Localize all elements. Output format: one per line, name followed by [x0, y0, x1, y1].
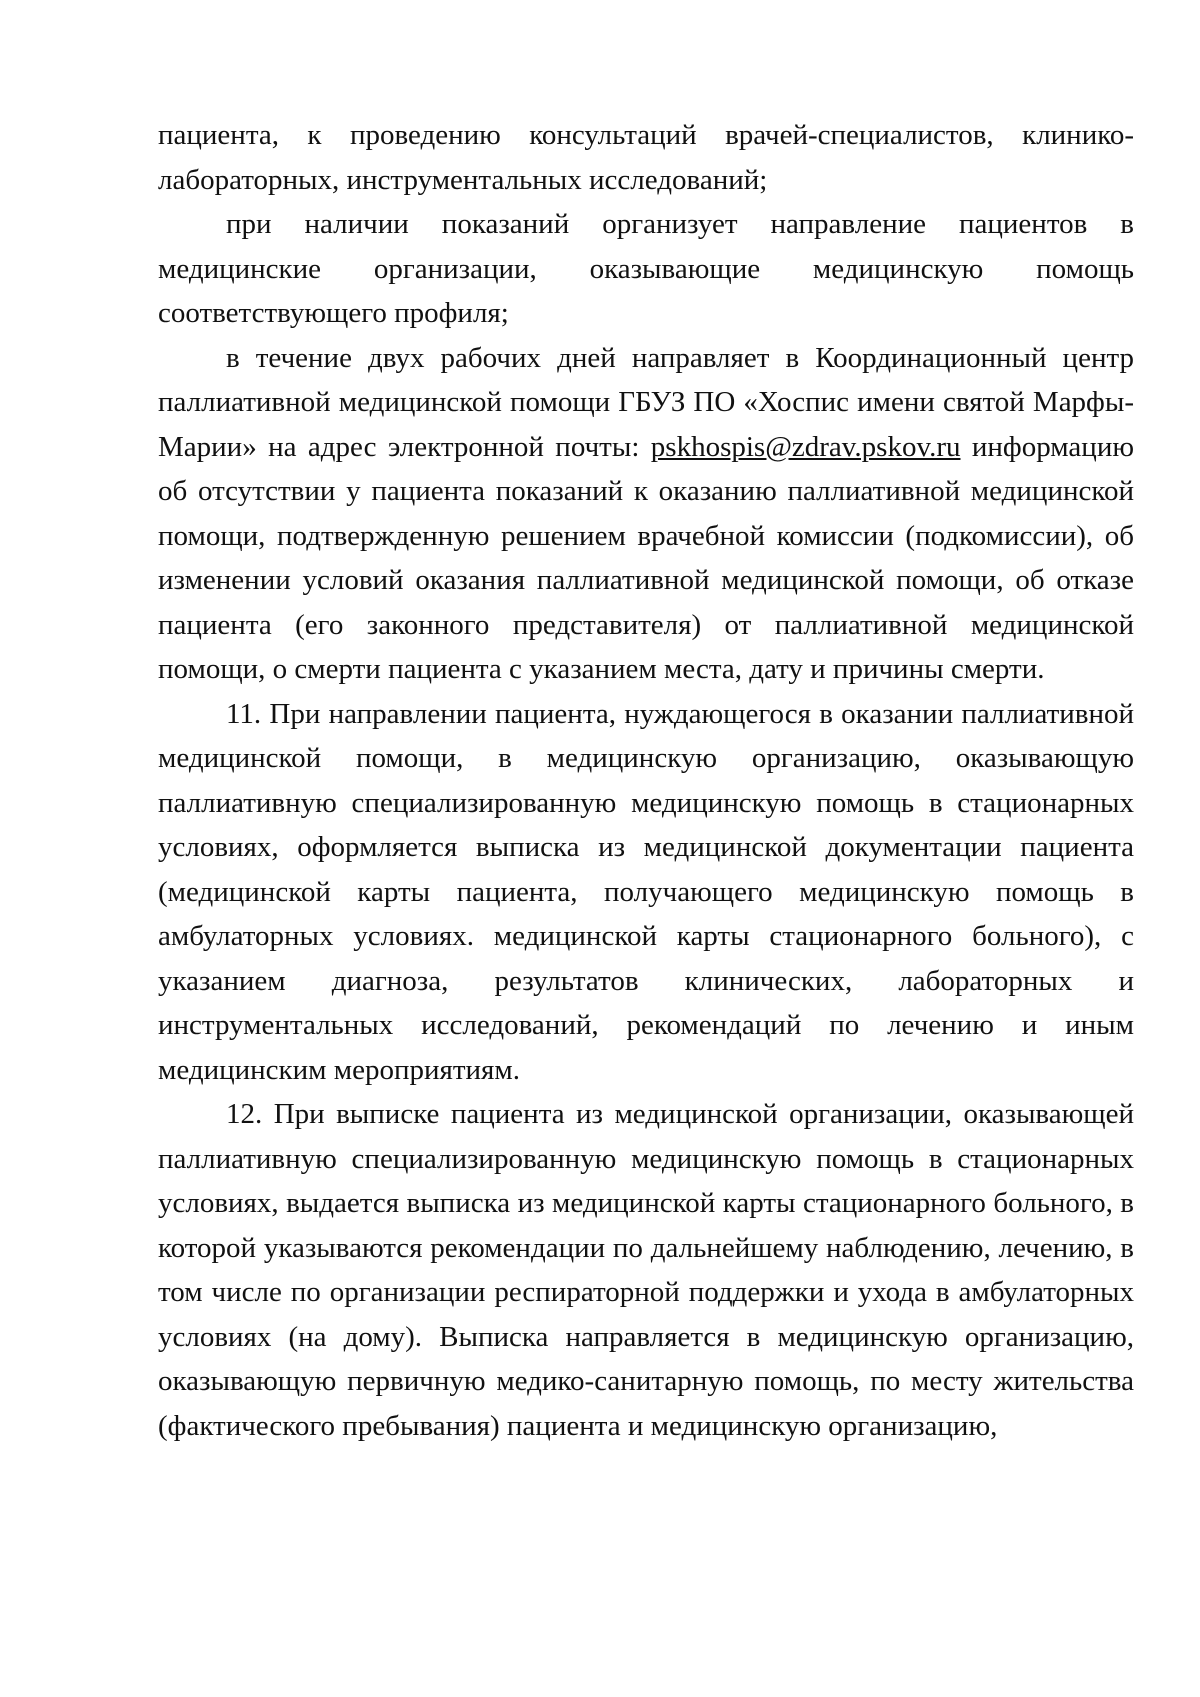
paragraph — [158, 692, 1134, 1093]
paragraph — [158, 1092, 1134, 1448]
paragraph-text: 11. При направлении пациента, нуждающегося в оказании паллиативной медицинской помощи, в медицинскую организацию, оказывающую паллиативную специализированную медицинскую помощь в стационарных условиях, оформляется выписка из медицинской документации пациента (медицинской карты пациента, получающего медицинскую помощь в амбулаторных условиях. медицинской карты стационарного больного), с указанием диагноза, результатов клинических, лабораторных и инструментальных исследований, рекомендаций по лечению и иным медицинским мероприятиям. — [158, 697, 1134, 1086]
document-body — [158, 113, 1134, 1448]
paragraph — [158, 113, 1134, 202]
paragraph — [158, 336, 1134, 692]
paragraph-text: информацию об отсутствии у пациента показаний к оказанию паллиативной медицинской помощи, подтвержденную решением врачебной комиссии (подкомиссии), об изменении условий оказания паллиативной медицинской помощи, об отказе пациента (его законного представителя) от паллиативной медицинской помощи, о смерти пациента с указанием места, дату и причины смерти. — [158, 430, 1134, 685]
paragraph — [158, 202, 1134, 336]
paragraph-text: 12. При выписке пациента из медицинской организации, оказывающей паллиативную специализированную медицинскую помощь в стационарных условиях, выдается выписка из медицинской карты стационарного больного, в которой указываются рекомендации по дальнейшему наблюдению, лечению, в том числе по организации респираторной поддержки и ухода в амбулаторных условиях (на дому). Выписка направляется в медицинскую организацию, оказывающую первичную медико-санитарную помощь, по месту жительства (фактического пребывания) пациента и медицинскую организацию, — [158, 1098, 1134, 1442]
paragraph-text: пациента, к проведению консультаций врачей-специалистов, клинико-лабораторных, инструментальных исследований; — [158, 119, 1134, 196]
paragraph-text: в течение двух рабочих дней направляет в Координационный центр паллиативной медицинской помощи ГБУЗ ПО «Хоспис имени святой Марфы-Марии» на адрес электронной почты: — [158, 341, 1134, 463]
paragraph-text: при наличии показаний организует направление пациентов в медицинские организации, оказывающие медицинскую помощь соответствующего профиля; — [158, 208, 1134, 329]
email-link[interactable]: pskhospis@zdrav.pskov.ru — [650, 430, 961, 463]
